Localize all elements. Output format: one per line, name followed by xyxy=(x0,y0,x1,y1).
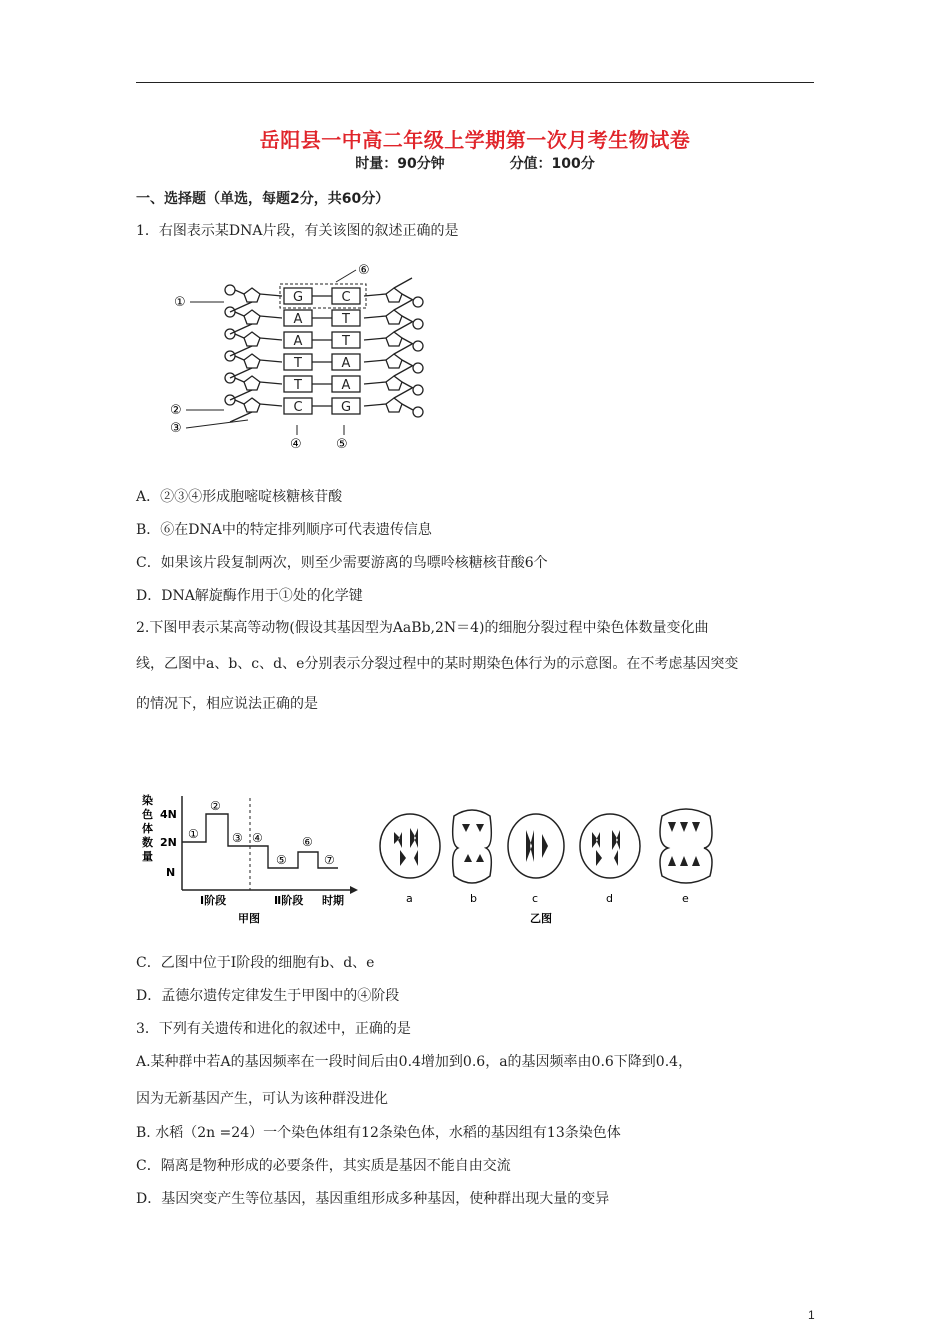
sugar-right xyxy=(386,332,402,346)
base-letter: T xyxy=(294,356,302,371)
sugar-left xyxy=(244,332,260,346)
sugar-right xyxy=(386,398,402,412)
q2-stem-line-2: 线，乙图中a、b、c、d、e分别表示分裂过程中的某时期染色体行为的示意图。在不考虑基因突变 xyxy=(136,656,739,672)
jia-ylabel-1: 染 xyxy=(142,794,153,807)
base-letter: T xyxy=(342,312,350,327)
phosphate-left xyxy=(225,285,235,295)
base-letter: A xyxy=(293,312,303,327)
cell-label-e: e xyxy=(682,892,689,905)
q3-option-b: B. 水稻（2n =24）一个染色体组有12条染色体，水稻的基因组有13条染色体 xyxy=(136,1125,621,1141)
base-letter: A xyxy=(341,378,351,393)
stage-2: ② xyxy=(210,799,221,813)
base-letter: T xyxy=(294,378,302,393)
phosphate-right xyxy=(413,297,423,307)
total-score: 分值：100分 xyxy=(509,156,595,172)
dna-figure xyxy=(168,262,438,452)
svg-text:量: 量 xyxy=(142,850,153,863)
q1-option-a: A．②③④形成胞嘧啶核糖核苷酸 xyxy=(136,489,343,505)
phosphate-right xyxy=(413,319,423,329)
stage-6: ⑥ xyxy=(302,835,313,849)
base-letter: T xyxy=(342,334,350,349)
jia-figure xyxy=(138,790,360,930)
sugar-right xyxy=(386,354,402,368)
xlabel-stage-1: Ⅰ阶段 xyxy=(200,894,227,907)
base-letter: C xyxy=(341,290,351,305)
q2-option-c: C．乙图中位于Ⅰ阶段的细胞有b、d、e xyxy=(136,955,375,971)
svg-text:数: 数 xyxy=(142,836,153,849)
sugar-left xyxy=(244,398,260,412)
jia-caption: 甲图 xyxy=(238,912,260,925)
cell-label-c: c xyxy=(532,892,539,905)
ytick-2n: 2N xyxy=(160,836,177,849)
q1-stem: 1．右图表示某DNA片段，有关该图的叙述正确的是 xyxy=(136,223,459,239)
exam-meta xyxy=(0,153,950,173)
q3-stem: 3．下列有关遗传和进化的叙述中，正确的是 xyxy=(136,1021,411,1037)
section-heading: 一、选择题（单选，每题2分，共60分） xyxy=(136,191,390,207)
cell-label-b: b xyxy=(470,892,477,905)
q3-option-d: D．基因突变产生等位基因，基因重组形成多种基因，使种群出现大量的变异 xyxy=(136,1191,610,1207)
phosphate-right xyxy=(413,385,423,395)
q1-option-d: D．DNA解旋酶作用于①处的化学键 xyxy=(136,588,363,604)
time-limit: 时量：90分钟 xyxy=(355,156,445,172)
stage-5: ⑤ xyxy=(276,853,287,867)
sugar-left xyxy=(244,376,260,390)
svg-text:体: 体 xyxy=(142,822,153,835)
cell-label-d: d xyxy=(606,892,613,905)
exam-title: 岳阳县一中高二年级上学期第一次月考生物试卷 xyxy=(259,128,691,152)
q3-option-a-line-2: 因为无新基因产生，可认为该种群没进化 xyxy=(136,1091,388,1107)
marker-4: ④ xyxy=(290,437,302,452)
sugar-left xyxy=(244,288,260,302)
yi-figure xyxy=(374,798,730,928)
phosphate-right xyxy=(413,363,423,373)
q3-option-c: C．隔离是物种形成的必要条件，其实质是基因不能自由交流 xyxy=(136,1158,511,1174)
marker-1: ① xyxy=(174,295,186,310)
base-letter: G xyxy=(340,400,352,415)
header-rule xyxy=(136,82,814,83)
yi-caption: 乙图 xyxy=(530,912,552,925)
q2-stem-line-1: 2.下图甲表示某高等动物(假设其基因型为AaBb,2N＝4)的细胞分裂过程中染色体数量变化曲 xyxy=(136,620,709,636)
xlabel-time: 时期 xyxy=(322,894,344,907)
base-letter: A xyxy=(341,356,351,371)
stage-1: ① xyxy=(188,827,199,841)
marker-5: ⑤ xyxy=(336,437,348,452)
sugar-right xyxy=(386,310,402,324)
sugar-left xyxy=(244,310,260,324)
base-letter: A xyxy=(293,334,303,349)
q1-option-b: B．⑥在DNA中的特定排列顺序可代表遗传信息 xyxy=(136,522,432,538)
sugar-right xyxy=(386,376,402,390)
ytick-n: N xyxy=(166,866,176,879)
phosphate-right xyxy=(413,341,423,351)
q2-option-d: D．孟德尔遗传定律发生于甲图中的④阶段 xyxy=(136,988,400,1004)
marker-2: ② xyxy=(170,403,182,418)
stage-3: ③ xyxy=(232,831,243,845)
q2-stem-line-3: 的情况下，相应说法正确的是 xyxy=(136,696,318,712)
marker-6: ⑥ xyxy=(358,263,370,278)
stage-7: ⑦ xyxy=(324,853,335,867)
base-letter: G xyxy=(292,290,304,305)
marker-3: ③ xyxy=(170,421,182,436)
cell-label-a: a xyxy=(406,892,413,905)
stage-4: ④ xyxy=(252,831,263,845)
sugar-right xyxy=(386,288,402,302)
svg-text:色: 色 xyxy=(142,808,153,821)
phosphate-right xyxy=(413,407,423,417)
xlabel-stage-2: Ⅱ阶段 xyxy=(274,894,304,907)
base-letter: C xyxy=(293,400,303,415)
q3-option-a-line-1: A.某种群中若A的基因频率在一段时间后由0.4增加到0.6，a的基因频率由0.6下降到0.4， xyxy=(136,1054,693,1070)
sugar-left xyxy=(244,354,260,368)
q1-option-c: C．如果该片段复制两次，则至少需要游离的鸟嘌呤核糖核苷酸6个 xyxy=(136,555,548,571)
ytick-4n: 4N xyxy=(160,808,177,821)
page-number: 1 xyxy=(808,1308,815,1322)
